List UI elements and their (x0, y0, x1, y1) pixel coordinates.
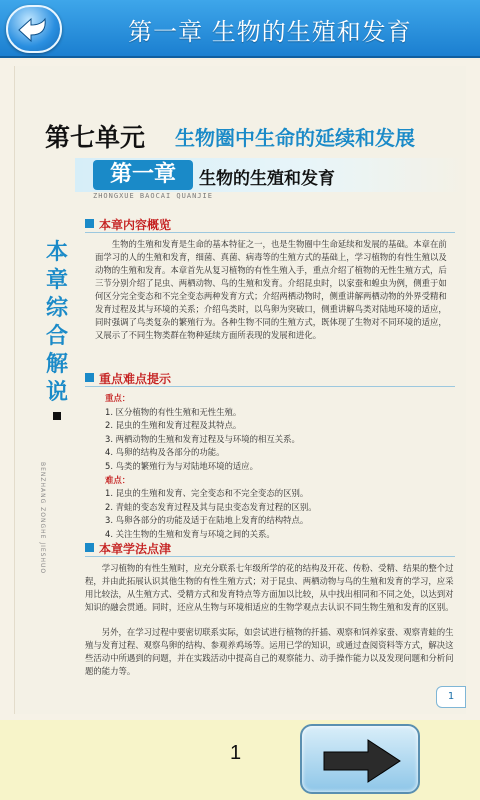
back-button[interactable] (6, 5, 62, 53)
list-item: 4. 关注生物的生殖和发育与环境之间的关系。 (105, 528, 275, 539)
side-char: 章 (45, 267, 68, 293)
side-char: 合 (45, 323, 68, 349)
side-pinyin: BENZHANG ZONGHE JIESHUO (39, 462, 46, 575)
next-page-button[interactable] (300, 724, 420, 794)
chapter-pinyin: ZHONGXUE BAOCAI QUANJIE (93, 192, 213, 200)
side-char: 综 (45, 295, 68, 321)
side-label (35, 238, 79, 426)
list-item: 3. 两栖动物的生殖和发育过程及与环境的相互关系。 (105, 433, 300, 444)
book-page (0, 60, 480, 720)
list-item: 3. 鸟卵各部分的功能及适于在陆地上发育的结构特点。 (105, 515, 309, 526)
list-item: 1. 昆虫的生殖和发育、完全变态和不完全变态的区别。 (105, 488, 309, 499)
overview-text: 生物的生殖和发育是生命的基本特征之一，也是生物圈中生命延续和发展的基础。本章在前面学习的人的生殖和发育，细菌、真菌、病毒等的生殖方式的基础上，学习植物的有性生殖以及动物的生殖和发育。本章首先从复习植物的有性生殖入手，重点介绍了植物的无性生殖方式，后三节分别介绍了昆虫、两栖动物、鸟的生殖和发育。介绍昆虫时，以家蚕和蝗虫为例，侧重于如何区分完全变态和不完全变态两种发育方式；介绍两栖动物时，侧重讲解两栖动物的外界受精和发育过程及其与环境的关系；介绍鸟类时，以鸟卵为突破口，侧重讲解鸟类对陆地环境的适应，同时强调了鸟类复杂的繁殖行为。各种生物不同的生殖方式，既体现了生物对不同环境的适应，又展示了不同生物类群在物种延续方面所表现的发展和进化。 (95, 239, 447, 340)
next-arrow-icon (320, 736, 404, 786)
side-char: 本 (45, 239, 68, 265)
list-item: 5. 鸟类的繁殖行为与对陆地环境的适应。 (105, 460, 259, 471)
list-item: 2. 青蛙的变态发育过程及其与昆虫变态发育过程的区别。 (105, 501, 317, 512)
method-text-1: 学习植物的有性生殖时，应充分联系七年级所学的花的结构及开花、传粉、受精、结果的整个过程，并由此拓展认识其他生物的有性生殖方式；对于昆虫、两栖动物与鸟的生殖和发育的学习，应采用比较法，从生殖方式、受精方式和发育特点等方面加以比较，从中找出相同和不同之处，以达到对知识的融会贯通。同时，还应从生物与环境相适应的生物学观点去认识不同生物生殖和发育的区别。 (85, 563, 454, 612)
bottom-bar (0, 720, 480, 800)
top-bar (0, 0, 480, 58)
method-heading: 本章学法点津 (85, 540, 171, 557)
chapter-badge: 第一章 (93, 160, 193, 190)
keypoints-heading: 重点难点提示 (85, 370, 171, 387)
back-arrow-icon (17, 15, 51, 45)
unit-subtitle: 生物圈中生命的延续和发展 (175, 126, 415, 150)
divider (85, 386, 455, 387)
side-square-icon (53, 412, 61, 420)
page-content (14, 66, 466, 714)
unit-title: 第七单元 (45, 123, 146, 152)
chapter-name: 生物的生殖和发育 (199, 169, 335, 189)
key-label: 重点： (105, 393, 131, 403)
side-char: 说 (45, 379, 68, 405)
keypoints-list (105, 392, 455, 542)
overview-heading: 本章内容概览 (85, 216, 171, 233)
page-tab: 1 (436, 686, 466, 708)
screen-title: 第一章 生物的生殖和发育 (128, 18, 412, 46)
list-item: 4. 鸟卵的结构及各部分的功能。 (105, 447, 225, 458)
method-text-2: 另外，在学习过程中要密切联系实际，如尝试进行植物的扦插、观察和饲养家蚕、观察青蛙的生殖与发育过程、观察鸟卵的结构、参观养鸡场等。运用已学的知识，或通过查阅资料等方式，解决这些活动中所遇到的问题，并在实践活动中提高自己的观察能力、动手操作能力以及发现问题和分析问题的能力等。 (85, 627, 454, 676)
list-item: 1. 区分植物的有性生殖和无性生殖。 (105, 406, 242, 417)
side-char: 解 (45, 351, 68, 377)
list-item: 2. 昆虫的生殖和发育过程及其特点。 (105, 420, 242, 431)
hard-label: 难点： (105, 474, 131, 485)
page-number: 1 (230, 742, 242, 764)
divider (85, 556, 455, 557)
divider (85, 232, 455, 233)
